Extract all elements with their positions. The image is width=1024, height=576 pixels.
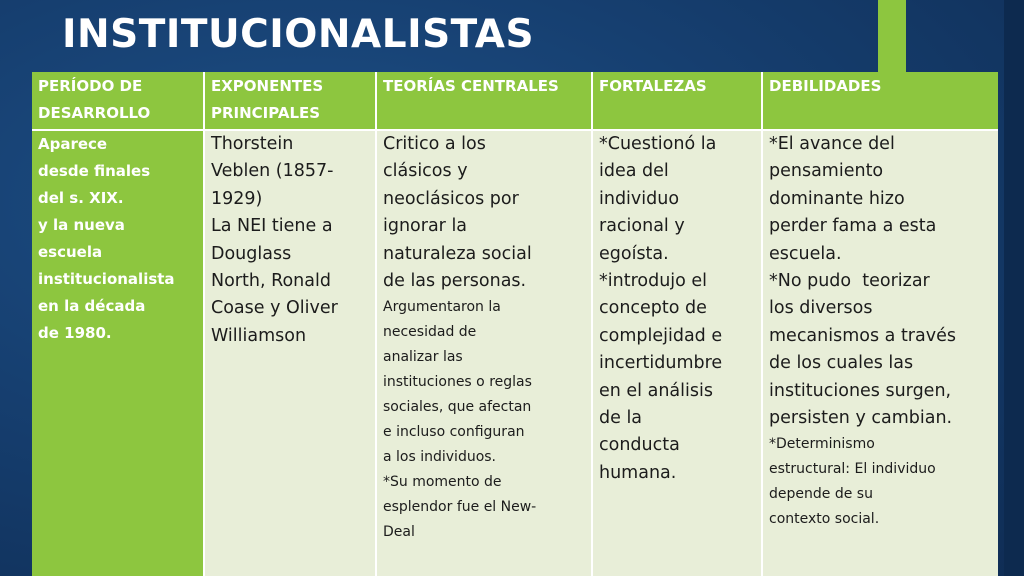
cell-line: humana. [599,462,677,483]
cell-line: depende de su [769,486,873,503]
cell-line: La NEI tiene a [211,216,333,237]
cell-line: instituciones surgen, [769,380,952,401]
cell-line: mecanismos a través [769,325,956,346]
cell-line: 1929) [211,188,263,209]
cell-line: en el análisis [599,380,713,401]
cell-line: *Cuestionó la [599,134,717,154]
cell-line: escuela [38,243,103,261]
cell-line: naturaleza social [383,243,532,264]
cell-line: y la nueva [38,216,125,234]
cell-line: esplendor fue el New- [383,499,537,516]
header-exponentes: EXPONENTES PRINCIPALES [204,72,376,130]
cell-line: Thorstein [211,134,294,154]
cell-line: neoclásicos por [383,188,519,209]
comparison-table [32,72,998,576]
cell-line: individuo [599,188,680,209]
cell-line: concepto de [599,298,707,319]
cell-teorias [376,130,592,576]
cell-line: egoísta. [599,243,669,264]
cell-line: *introdujo el [599,271,708,292]
cell-line: Critico a los [383,134,486,154]
cell-line: desde finales [38,162,151,180]
cell-line: analizar las [383,349,463,366]
cell-line: de las personas. [383,271,527,292]
cell-line: contexto social. [769,511,880,528]
table-row [32,130,998,576]
cell-line: Williamson [211,325,307,346]
cell-line: perder fama a esta [769,216,937,237]
cell-line: institucionalista [38,270,175,288]
cell-line: North, Ronald [211,271,331,292]
cell-exponentes [204,130,376,576]
header-debilidades: DEBILIDADES [762,72,998,130]
header-periodo: PERÍODO DE DESARROLLO [32,72,204,130]
cell-line: sociales, que afectan [383,399,532,416]
cell-line: *Determinismo [769,436,875,453]
cell-debilidades [762,130,998,576]
cell-line: de los cuales las [769,353,914,374]
cell-line: ignorar la [383,216,468,237]
cell-line: de la [599,408,643,429]
cell-line: dominante hizo [769,188,905,209]
cell-line: *No pudo teorizar [769,271,930,292]
cell-line: de 1980. [38,324,112,342]
header-fortalezas: FORTALEZAS [592,72,762,130]
cell-line: en la década [38,297,146,315]
slide-title: INSTITUCIONALISTAS [62,12,535,57]
right-edge-band [1004,0,1024,576]
cell-line: Deal [383,524,415,541]
cell-line: persisten y cambian. [769,408,953,429]
cell-line: complejidad e [599,325,723,346]
cell-line: racional y [599,216,685,237]
cell-line: a los individuos. [383,449,497,466]
accent-bar [878,0,906,76]
cell-line: estructural: El individuo [769,461,936,478]
cell-line: necesidad de [383,324,477,341]
cell-line: clásicos y [383,161,468,182]
cell-line: idea del [599,161,669,182]
cell-line: *Su momento de [383,474,502,491]
cell-line: instituciones o reglas [383,374,532,391]
header-row [32,72,998,130]
cell-line: del s. XIX. [38,189,124,207]
cell-line: Coase y Oliver [211,298,338,319]
cell-line: e incluso configuran [383,424,525,441]
cell-line: los diversos [769,298,873,319]
cell-line: Argumentaron la [383,299,501,316]
cell-line: conducta [599,435,680,456]
cell-line: Veblen (1857- [211,161,334,182]
header-teorias: TEORÍAS CENTRALES [376,72,592,130]
cell-line: pensamiento [769,161,884,182]
cell-line: Aparece [38,135,108,153]
cell-fortalezas [592,130,762,576]
cell-periodo [32,130,204,576]
cell-line: escuela. [769,243,842,264]
cell-line: Douglass [211,243,292,264]
cell-line: *El avance del [769,134,895,154]
cell-line: incertidumbre [599,353,723,374]
